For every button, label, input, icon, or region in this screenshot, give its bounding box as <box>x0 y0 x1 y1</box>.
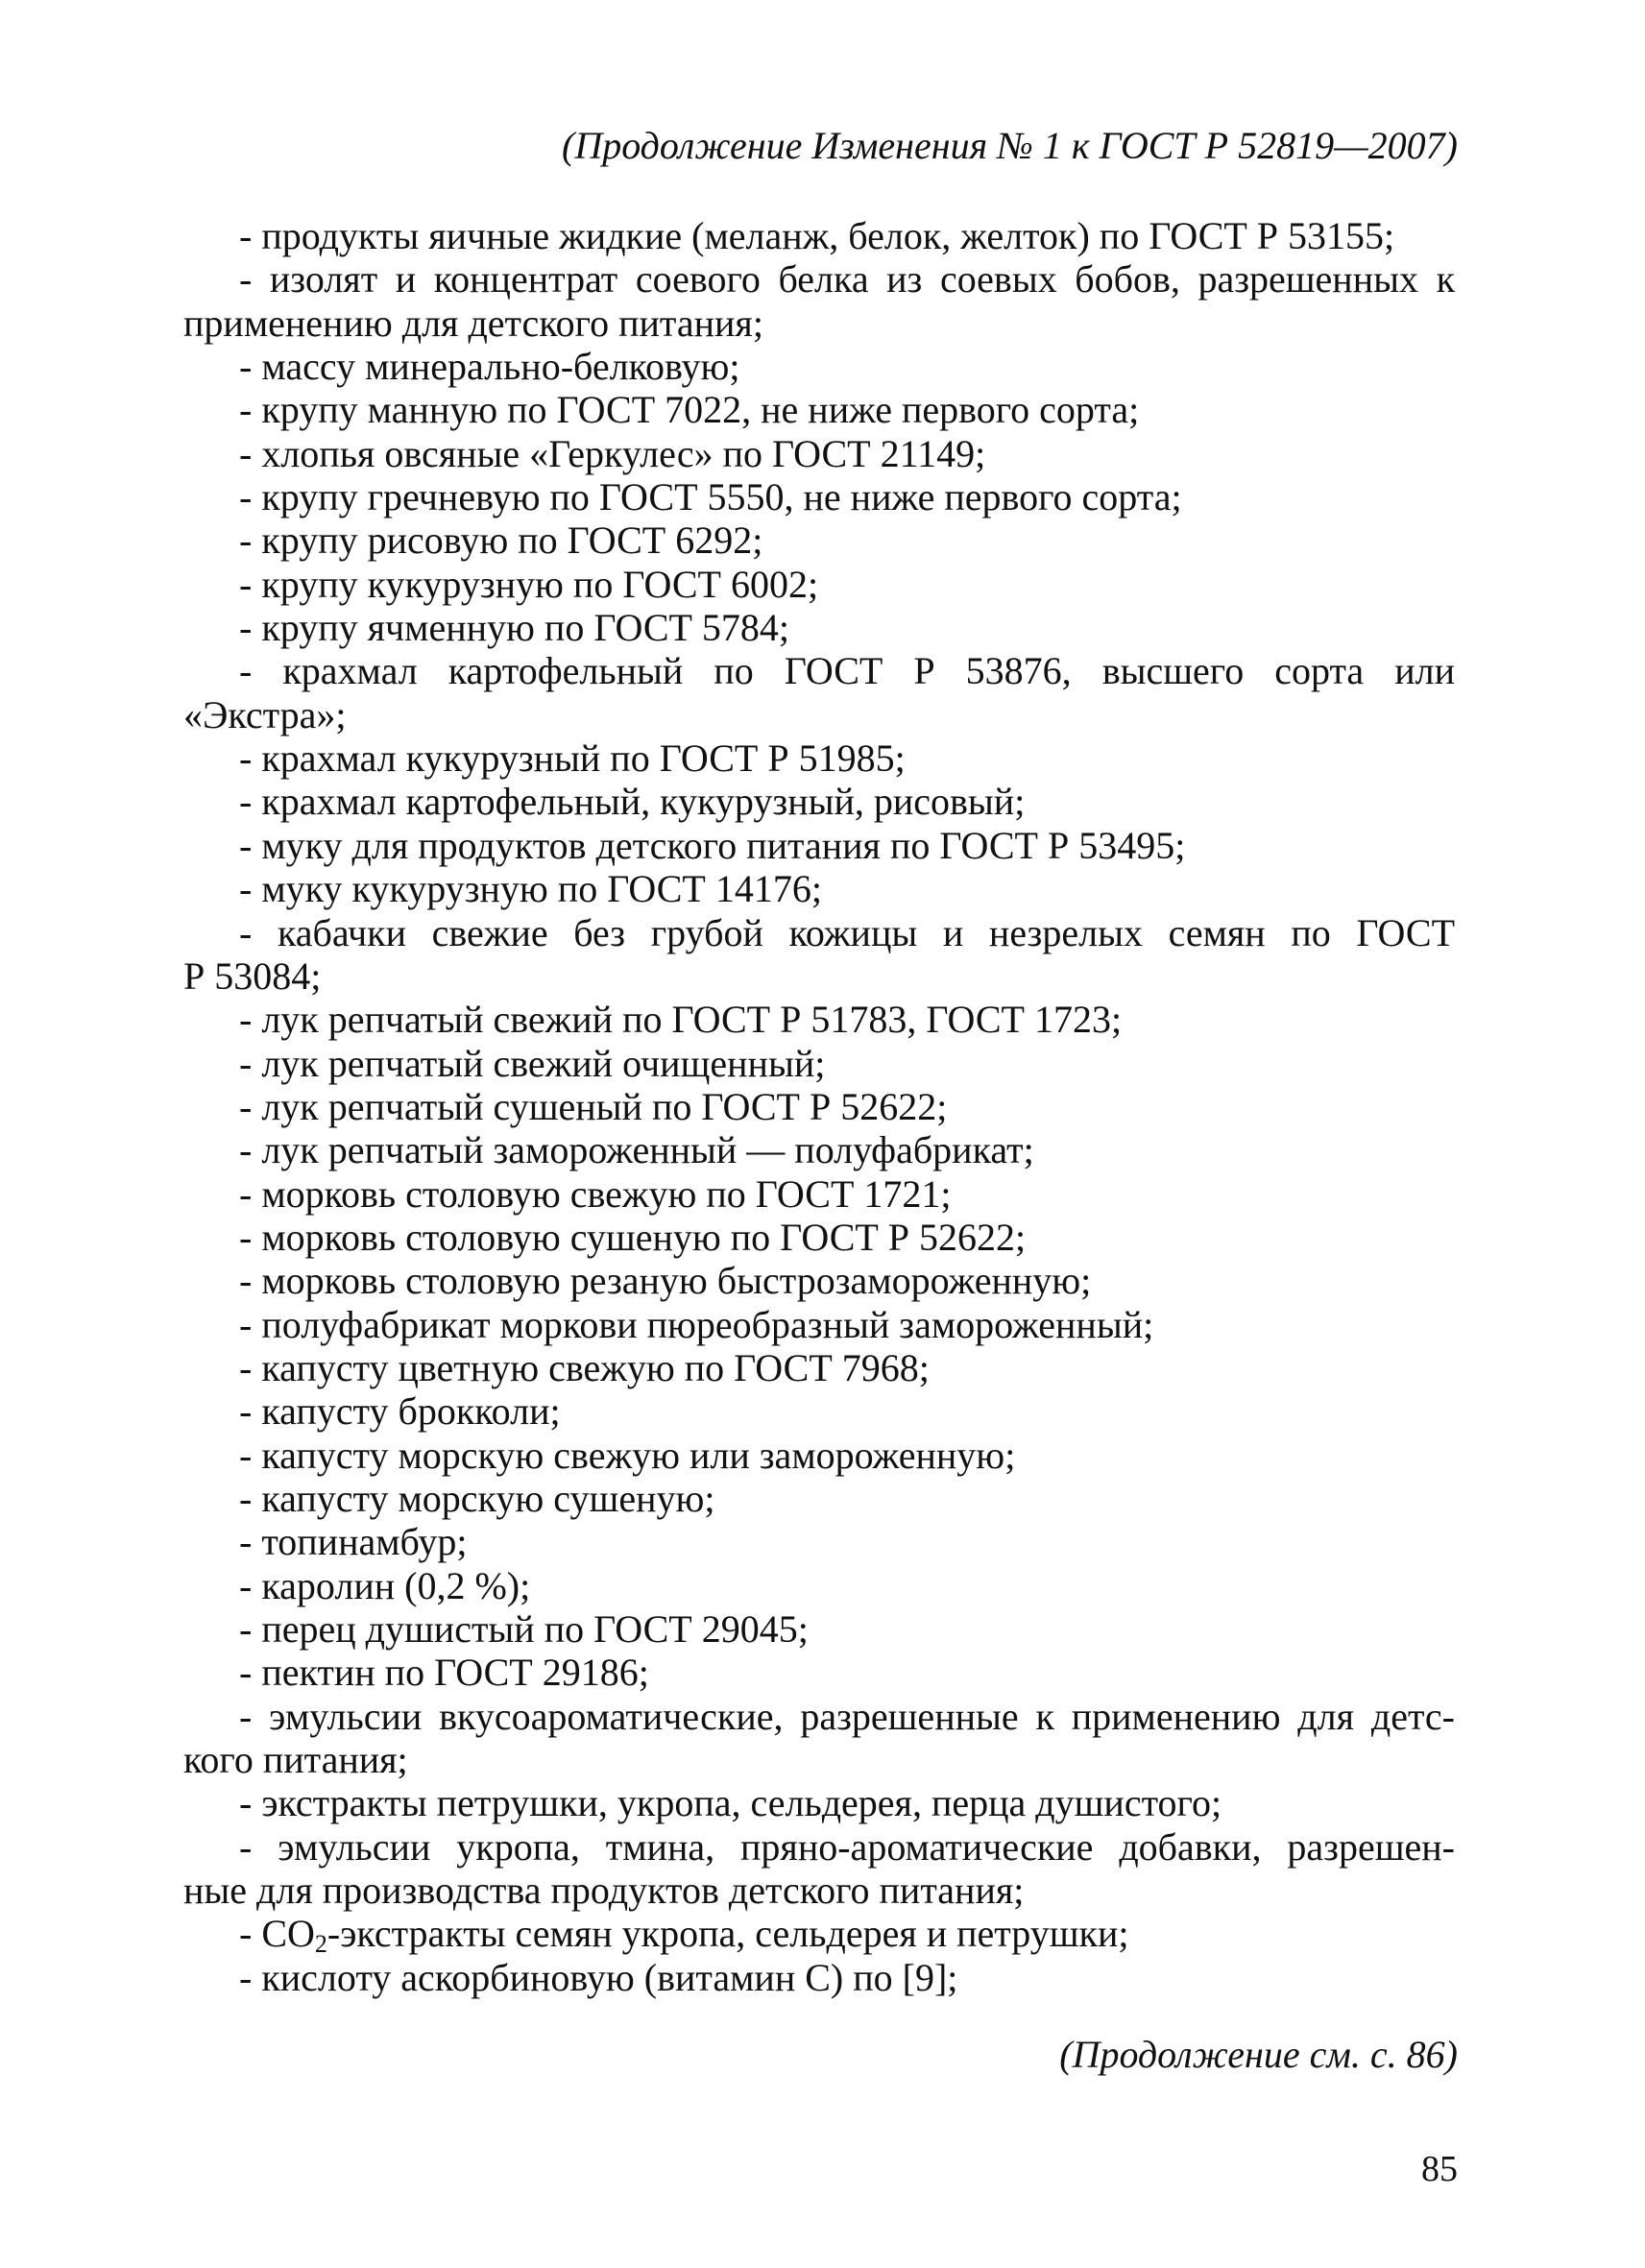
list-item: - продукты яичные жидкие (меланж, белок, желток) по ГОСТ Р 53155; <box>239 214 1395 257</box>
list-item: - экстракты петрушки, укропа, сельдерея, перца душистого; <box>239 1781 1222 1825</box>
list-item: - лук репчатый сушеный по ГОСТ Р 52622; <box>239 1084 948 1128</box>
list-item-line: ные для производства продуктов детского питания; <box>183 1869 1025 1913</box>
list-item: - крупу гречневую по ГОСТ 5550, не ниже первого сорта; <box>239 475 1182 519</box>
continuation-header: (Продолжение Изменения № 1 к ГОСТ Р 52819—2007) <box>562 124 1458 167</box>
list-item: - крахмал картофельный, кукурузный, рисовый; <box>239 780 1026 824</box>
list-item: - капусту морскую сушеную; <box>239 1476 715 1520</box>
list-item-line: - кабачки свежие без грубой кожицы и незрелых семян по ГОСТ <box>239 910 1455 954</box>
list-item-line: - изолят и концентрат соевого белка из соевых бобов, разрешенных к <box>239 257 1455 302</box>
continuation-note: (Продолжение см. с. 86) <box>1059 2033 1458 2076</box>
list-item: - муку для продуктов детского питания по ГОСТ Р 53495; <box>239 823 1186 867</box>
co2-prefix: - СО <box>239 1912 315 1956</box>
list-item <box>183 257 1455 345</box>
list-item: - крупу рисовую по ГОСТ 6292; <box>239 519 763 563</box>
list-item: - кислоту аскорбиновую (витамин С) по [9]; <box>239 1955 958 1999</box>
list-item: - лук репчатый замороженный — полуфабрикат; <box>239 1128 1034 1172</box>
list-item: - крупу манную по ГОСТ 7022, не ниже первого сорта; <box>239 388 1140 432</box>
list-item: - муку кукурузную по ГОСТ 14176; <box>239 867 822 911</box>
list-item: - капусту морскую свежую или замороженную; <box>239 1433 1016 1477</box>
page-number: 85 <box>1421 2149 1458 2189</box>
list-item: - хлопья овсяные «Геркулес» по ГОСТ 21149; <box>239 431 986 475</box>
list-item: - крупу кукурузную по ГОСТ 6002; <box>239 562 819 606</box>
co2-subscript: 2 <box>314 1930 327 1959</box>
list-item: - морковь столовую резаную быстрозамороженную; <box>239 1259 1092 1303</box>
list-item: - крахмал кукурузный по ГОСТ Р 51985; <box>239 736 906 781</box>
list-item: - массу минерально-белковую; <box>239 345 740 389</box>
list-item: - перец душистый по ГОСТ 29045; <box>239 1607 809 1651</box>
list-item: - капусту цветную свежую по ГОСТ 7968; <box>239 1345 930 1389</box>
ingredient-list <box>183 214 1455 1999</box>
list-item-co2 <box>183 1912 1455 1959</box>
list-item-line: «Экстра»; <box>183 692 347 736</box>
list-item-line: - эмульсии вкусоароматические, разрешенные к применению для детс- <box>239 1694 1455 1738</box>
list-item: - топинамбур; <box>239 1520 468 1564</box>
list-item: - крупу ячменную по ГОСТ 5784; <box>239 606 790 650</box>
list-item: - морковь столовую сушеную по ГОСТ Р 52622; <box>239 1215 1027 1259</box>
list-item-line: - эмульсии укропа, тмина, пряно-ароматические добавки, разрешен- <box>239 1824 1455 1869</box>
list-item: - лук репчатый свежий по ГОСТ Р 51783, ГОСТ 1723; <box>239 998 1123 1042</box>
list-item-line: Р 53084; <box>183 953 322 998</box>
list-item-line: кого питания; <box>183 1738 408 1782</box>
list-item: - капусту брокколи; <box>239 1389 561 1434</box>
list-item <box>183 1695 1455 1782</box>
list-item: - лук репчатый свежий очищенный; <box>239 1041 826 1085</box>
list-item: - пектин по ГОСТ 29186; <box>239 1651 649 1695</box>
list-item <box>183 911 1455 999</box>
list-item-line: применению для детского питания; <box>183 301 763 345</box>
list-item: - полуфабрикат моркови пюреобразный замороженный; <box>239 1302 1154 1346</box>
list-item: - каролин (0,2 %); <box>239 1563 531 1607</box>
list-item-line: - крахмал картофельный по ГОСТ Р 53876, высшего сорта или <box>239 649 1455 693</box>
list-item: - морковь столовую свежую по ГОСТ 1721; <box>239 1171 952 1216</box>
list-item <box>183 649 1455 736</box>
co2-suffix: -экстракты семян укропа, сельдерея и петрушки; <box>327 1912 1129 1956</box>
list-item <box>183 1825 1455 1913</box>
